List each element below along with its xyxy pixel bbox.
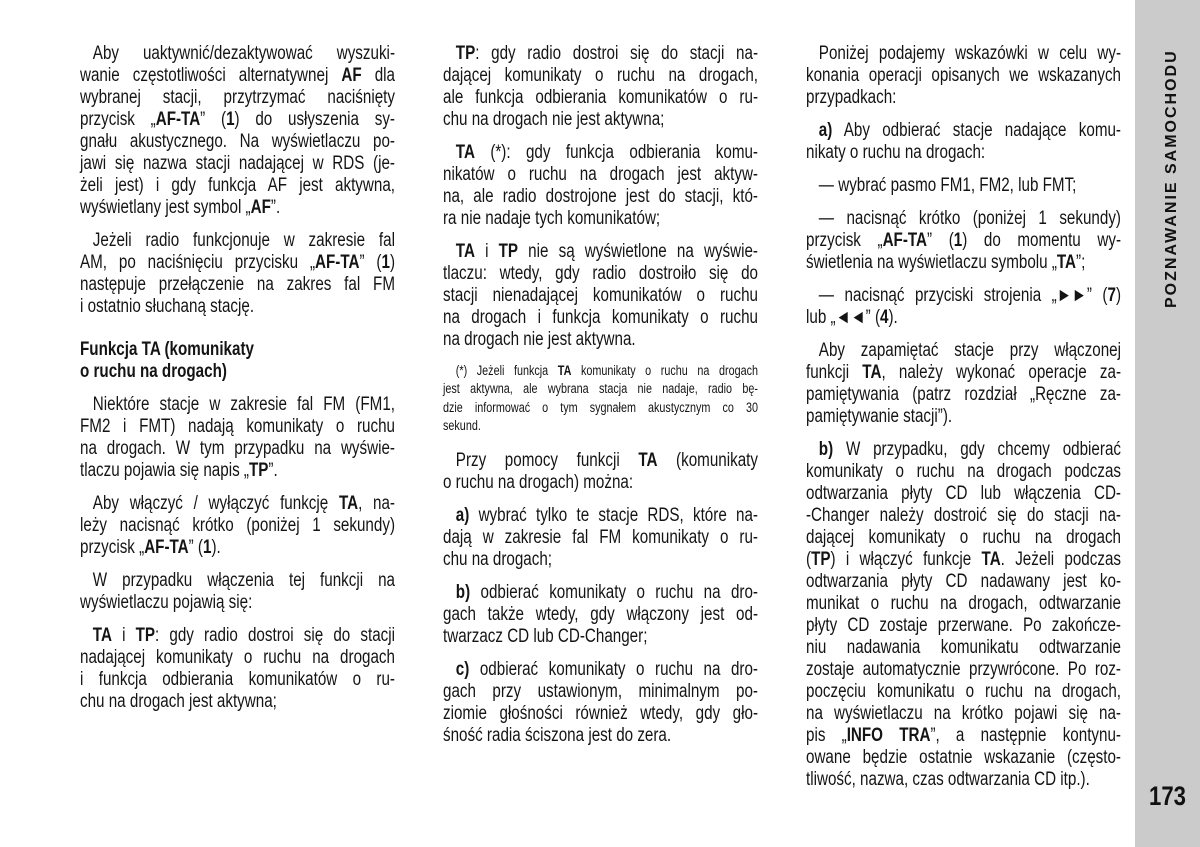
text-run: Aby zapamiętać stacje przy włączonej <box>818 340 1121 361</box>
bold-term: ◄◄ <box>835 307 866 328</box>
paragraph <box>443 659 758 747</box>
paragraph <box>80 570 395 614</box>
text-line <box>443 307 758 329</box>
paragraph <box>80 230 395 318</box>
text-run: lub „ <box>806 307 836 328</box>
text-line <box>443 582 758 604</box>
paragraph <box>443 505 758 571</box>
text-run: ( <box>806 549 812 570</box>
bold-term: a) <box>818 120 833 141</box>
text-run: wanie częstotliwości alternatywnej <box>80 65 342 86</box>
text-run: komunikaty o ruchu na drogach <box>571 363 758 378</box>
text-line <box>806 406 1121 428</box>
text-line <box>80 493 395 515</box>
bold-term: 1 <box>226 109 235 130</box>
text-run: nie są wyświetlone na wyświe- <box>518 241 758 262</box>
text-line <box>443 549 758 571</box>
text-run: i ostatnio słuchaną stację. <box>80 296 255 317</box>
text-run: ale funkcja odbierania komunikatów o ru- <box>443 87 758 108</box>
text-run: Jeżeli radio funkcjonuje w zakresie fal <box>92 230 396 251</box>
text-line <box>806 747 1121 769</box>
text-line <box>80 274 395 296</box>
text-run: i <box>474 241 499 262</box>
text-line <box>806 725 1121 747</box>
paragraph <box>806 285 1121 329</box>
text-run: — nacisnąć krótko (poniżej 1 sekundy) <box>818 208 1121 229</box>
text-run: Przy pomocy funkcji <box>455 450 639 472</box>
bold-term: TA <box>862 362 882 383</box>
paragraph <box>806 175 1121 197</box>
text-line <box>80 43 395 65</box>
text-run: następuje przełączenie na zakres fal FM <box>80 274 395 295</box>
text-line <box>443 472 758 494</box>
text-line <box>80 416 395 438</box>
text-run: ) <box>1115 285 1121 306</box>
text-line <box>806 362 1121 384</box>
bold-term: TA <box>1056 252 1077 273</box>
bold-term: TA <box>455 241 475 262</box>
text-line <box>443 527 758 549</box>
text-line <box>443 186 758 208</box>
text-column-2 <box>443 43 758 833</box>
text-run: munikat o ruchu na drogach, odtwarzanie <box>806 593 1121 614</box>
bold-term: AF <box>250 197 271 218</box>
text-line <box>443 362 758 380</box>
text-run: chu na drogach; <box>443 549 553 571</box>
bold-term: a) <box>455 505 470 527</box>
paragraph <box>443 450 758 494</box>
bold-term: c) <box>455 659 470 681</box>
text-run: i funkcja odbierania komunikatów o ru- <box>80 669 395 690</box>
text-run: : gdy radio dostroi się do stacji <box>155 625 395 646</box>
text-run: ”; <box>1076 252 1086 273</box>
bold-term: TA <box>638 450 658 472</box>
text-run: na drogach. W tym przypadku na wyświe- <box>80 438 395 459</box>
bold-term: AF-TA <box>882 230 928 251</box>
text-line <box>80 691 395 713</box>
text-line <box>443 285 758 307</box>
text-line <box>806 65 1121 87</box>
text-run: stacji nienadającej komunikatów o ruchu <box>443 285 758 306</box>
bold-term: TP <box>135 625 156 646</box>
text-line <box>80 669 395 691</box>
section-heading <box>80 339 395 383</box>
text-run: gnału akustycznego. Na wyświetlaczu po- <box>80 131 395 152</box>
text-line <box>806 703 1121 725</box>
text-line <box>443 164 758 186</box>
bold-term: TA <box>981 549 1001 570</box>
text-run: AM, po naciśnięciu przycisku „ <box>80 252 316 273</box>
text-run: wyświetlany jest symbol „ <box>80 197 251 218</box>
text-line <box>443 505 758 527</box>
text-run: odbierać komunikaty o ruchu na dro- <box>470 582 758 604</box>
paragraph <box>80 625 395 713</box>
paragraph <box>80 394 395 482</box>
bold-term: AF-TA <box>144 537 189 558</box>
text-run: ”. <box>270 197 281 218</box>
bold-term: 7 <box>1107 285 1116 306</box>
text-line <box>80 537 395 559</box>
text-column-3-body <box>806 43 1121 791</box>
bold-term: TA <box>338 493 359 514</box>
text-run: na, ale radio dostrojone jest do stacji, któ- <box>443 186 758 207</box>
text-run: przycisk „ <box>80 109 156 130</box>
bold-term: AF-TA <box>315 252 360 273</box>
bold-term: ►► <box>1056 285 1087 306</box>
bold-term: 1 <box>203 537 212 558</box>
text-line <box>806 384 1121 406</box>
text-line <box>80 197 395 219</box>
text-run: na drogach nie jest aktywna. <box>443 329 636 350</box>
text-run: żeli jest) i gdy funkcja AF jest aktywna, <box>80 175 395 196</box>
text-line <box>80 394 395 416</box>
bold-term: TP <box>248 460 269 481</box>
text-line <box>443 87 758 109</box>
text-line <box>806 659 1121 681</box>
text-run: pamiętywanie stacji”). <box>806 406 953 427</box>
text-line <box>80 339 395 361</box>
text-run: wyświetlaczu pojawią się: <box>80 592 253 613</box>
text-column-3 <box>806 43 1121 833</box>
text-line <box>80 570 395 592</box>
text-run: : gdy radio dostroi się do stacji na- <box>475 43 758 64</box>
text-run: (*): gdy funkcja odbierania komu- <box>474 142 758 163</box>
text-run: gach także wtedy, gdy włączony jest od- <box>443 604 758 626</box>
text-run: nikaty o ruchu na drogach: <box>806 142 986 163</box>
text-line <box>806 615 1121 637</box>
text-line <box>80 361 395 383</box>
text-line <box>806 340 1121 362</box>
text-line <box>80 175 395 197</box>
paragraph <box>80 493 395 559</box>
text-line <box>443 329 758 351</box>
text-line <box>806 593 1121 615</box>
text-run: i <box>111 625 136 646</box>
text-run: twarzacz CD lub CD-Changer; <box>443 626 648 648</box>
text-run: jawi się nazwa stacji nadającej w RDS (je- <box>80 153 395 174</box>
bold-term: 4 <box>880 307 889 328</box>
text-run: gach przy ustawionym, minimalnym po- <box>443 681 758 703</box>
text-run: o ruchu na drogach) można: <box>443 472 634 494</box>
text-line <box>443 626 758 648</box>
bold-term: b) <box>818 439 834 460</box>
text-line <box>806 483 1121 505</box>
text-run: ). <box>211 537 221 558</box>
text-run: ) i włączyć funkcje <box>830 549 982 570</box>
text-run: przypadkach: <box>806 87 897 108</box>
text-line <box>806 505 1121 527</box>
text-run: ” ( <box>200 109 227 130</box>
text-line <box>443 417 758 435</box>
bold-term: 1 <box>953 230 963 251</box>
chapter-title: POZNAWANIE SAMOCHODU <box>1163 49 1180 308</box>
text-run: chu na drogach nie jest aktywna; <box>443 109 665 130</box>
text-run: , należy wykonać operacje za- <box>881 362 1121 383</box>
bold-term: AF-TA <box>155 109 201 130</box>
text-run: poczęciu komunikatu o ruchu na drogach, <box>806 681 1121 702</box>
text-run: o ruchu na drogach) <box>80 361 227 382</box>
text-run: funkcji <box>806 362 863 383</box>
text-run: na wyświetlaczu na krótko pojawi się na- <box>806 703 1121 724</box>
text-run: ) <box>389 252 395 273</box>
text-run: ” ( <box>188 537 203 558</box>
text-line <box>80 515 395 537</box>
text-line <box>806 461 1121 483</box>
text-line <box>80 252 395 274</box>
paragraph <box>806 43 1121 109</box>
text-run: — wybrać pasmo FM1, FM2, lub FMT; <box>818 175 1077 196</box>
text-line <box>443 43 758 65</box>
text-line <box>443 681 758 703</box>
paragraph <box>80 43 395 219</box>
text-run: Poniżej podajemy wskazówki w celu wy- <box>818 43 1121 64</box>
text-run: dającej komunikaty o ruchu na drogach <box>806 527 1121 548</box>
text-line <box>80 153 395 175</box>
text-run: Funkcja TA (komunikaty <box>80 339 254 360</box>
text-line <box>806 307 1121 329</box>
text-run: tliwość, nazwa, czas odtwarzania CD itp.). <box>806 769 1090 790</box>
text-run: dającej komunikaty o ruchu na drogach, <box>443 65 758 86</box>
text-line <box>806 637 1121 659</box>
text-line <box>806 549 1121 571</box>
text-run: ra nie nadaje tych komunikatów; <box>443 208 661 229</box>
text-run: odbierać komunikaty o ruchu na dro- <box>469 659 758 681</box>
text-line <box>80 65 395 87</box>
text-line <box>806 120 1121 142</box>
text-run: ” ( <box>1086 285 1108 306</box>
text-line <box>443 263 758 285</box>
text-run: wybranej stacji, przytrzymać naciśnięty <box>80 87 395 108</box>
text-line <box>443 659 758 681</box>
bold-term: TA <box>557 363 572 378</box>
text-run: jest aktywna, ale wybrana stacja nie nadaje, radio bę- <box>443 381 758 397</box>
paragraph <box>443 241 758 351</box>
text-run: wybrać tylko te stacje RDS, które na- <box>469 505 758 527</box>
text-line <box>806 87 1121 109</box>
text-line <box>806 175 1121 197</box>
text-run: Aby odbierać stacje nadające komu- <box>832 120 1121 141</box>
text-line <box>443 450 758 472</box>
paragraph <box>806 208 1121 274</box>
text-line <box>443 208 758 230</box>
text-run: zostaje automatycznie przywrócone. Po roz- <box>806 659 1121 680</box>
text-run: -Changer należy dostroić się do stacji na- <box>806 505 1121 526</box>
text-run: W przypadku włączenia tej funkcji na <box>92 570 396 591</box>
text-line <box>806 230 1121 252</box>
text-run: . Jeżeli podczas <box>1000 549 1121 570</box>
text-run: świetlenia na wyświetlaczu symbolu „ <box>806 252 1057 273</box>
text-run: dzie informować o tym sygnałem akustycznym co 30 <box>443 399 758 415</box>
paragraph <box>806 340 1121 428</box>
text-run: ” ( <box>927 230 954 251</box>
text-run: nadającej komunikaty o ruchu na drogach <box>80 647 395 668</box>
text-line <box>80 131 395 153</box>
text-line <box>443 725 758 747</box>
text-run: ”, a następnie kontynu- <box>930 725 1121 746</box>
text-line <box>80 438 395 460</box>
text-run: — nacisnąć przyciski strojenia „ <box>818 285 1057 306</box>
paragraph <box>806 439 1121 791</box>
text-line <box>443 380 758 398</box>
text-run: Niektóre stacje w zakresie fal FM (FM1, <box>92 394 396 415</box>
text-line <box>806 571 1121 593</box>
text-run: ”. <box>268 460 278 481</box>
text-run: odtwarzania płyty CD nadawany jest ko- <box>806 571 1121 592</box>
bold-term: b) <box>455 582 471 604</box>
bold-term: TP <box>455 43 476 64</box>
text-line <box>80 460 395 482</box>
text-line <box>80 625 395 647</box>
bold-term: TP <box>498 241 519 262</box>
text-line <box>80 647 395 669</box>
text-column-2-body <box>443 43 758 747</box>
bold-term: TP <box>811 549 831 570</box>
text-line <box>806 208 1121 230</box>
page-number: 173 <box>1149 781 1186 811</box>
bold-term: TA <box>455 142 475 163</box>
text-run: przycisk „ <box>80 537 145 558</box>
text-run: , na- <box>358 493 395 514</box>
text-run: niu nadawania komunikatu odtwarzanie <box>806 637 1121 658</box>
text-line <box>443 142 758 164</box>
text-line <box>806 142 1121 164</box>
text-run: pamiętywania (patrz rozdział „Ręczne za- <box>806 384 1121 405</box>
text-column-1-body <box>80 43 395 713</box>
text-run: ) do usłyszenia sy- <box>234 109 395 130</box>
text-run: leży nacisnąć krótko (poniżej 1 sekundy) <box>80 515 395 536</box>
text-run: ziomie głośności również wtedy, gdy gło- <box>443 703 758 725</box>
text-line <box>80 296 395 318</box>
paragraph <box>443 142 758 230</box>
text-line <box>806 681 1121 703</box>
text-run: chu na drogach jest aktywna; <box>80 691 277 712</box>
text-line <box>443 109 758 131</box>
text-run: tlaczu pojawia się napis „ <box>80 460 249 481</box>
text-run: tlaczu: wtedy, gdy radio dostroiło się do <box>443 263 758 284</box>
text-run: (komunikaty <box>657 450 758 472</box>
text-column-1 <box>80 43 395 833</box>
text-run: płyty CD zostaje przerwane. Po zakończe- <box>806 615 1121 636</box>
text-run: przycisk „ <box>806 230 883 251</box>
text-run: dla <box>361 65 395 86</box>
text-run: (*) Jeżeli funkcja <box>455 363 558 378</box>
text-run: dają w zakresie fal FM komunikaty o ru- <box>443 527 758 549</box>
text-line <box>806 527 1121 549</box>
text-run: nikatów o ruchu na drogach jest aktyw- <box>443 164 758 185</box>
paragraph <box>443 582 758 648</box>
footnote <box>443 362 758 435</box>
paragraph <box>806 120 1121 164</box>
bold-term: TA <box>92 625 112 646</box>
text-line <box>443 604 758 626</box>
text-line <box>443 65 758 87</box>
bold-term: INFO TRA <box>846 725 931 746</box>
text-run: ” ( <box>359 252 382 273</box>
text-run: ” ( <box>865 307 881 328</box>
text-line <box>806 285 1121 307</box>
text-line <box>443 241 758 263</box>
text-line <box>80 230 395 252</box>
text-run: komunikaty o ruchu na drogach podczas <box>806 461 1121 482</box>
text-run: ). <box>888 307 898 328</box>
text-run: konania operacji opisanych we wskazanych <box>806 65 1121 86</box>
paragraph <box>443 43 758 131</box>
text-run: ) do momentu wy- <box>962 230 1122 251</box>
text-run: owane będzie ostatnie wskazanie (często- <box>806 747 1121 768</box>
text-run: FM2 i FMT) nadają komunikaty o ruchu <box>80 416 395 437</box>
text-line <box>806 439 1121 461</box>
text-line <box>443 703 758 725</box>
text-line <box>806 769 1121 791</box>
text-run: na drogach i funkcja komunikaty o ruchu <box>443 307 758 328</box>
text-line <box>806 252 1121 274</box>
text-run: pis „ <box>806 725 847 746</box>
bold-term: 1 <box>381 252 390 273</box>
text-line <box>80 87 395 109</box>
text-line <box>80 592 395 614</box>
text-run: odtwarzania płyty CD lub włączenia CD- <box>806 483 1121 504</box>
text-line <box>443 399 758 417</box>
text-run: Aby włączyć / wyłączyć funkcję <box>92 493 339 514</box>
text-run: Aby uaktywnić/dezaktywować wyszuki- <box>92 43 396 64</box>
text-run: W przypadku, gdy chcemy odbierać <box>833 439 1121 460</box>
text-run: sekund. <box>443 417 481 433</box>
text-line <box>806 43 1121 65</box>
text-run: śność radia ściszona jest do zera. <box>443 725 672 747</box>
text-line <box>80 109 395 131</box>
bold-term: AF <box>341 65 362 86</box>
